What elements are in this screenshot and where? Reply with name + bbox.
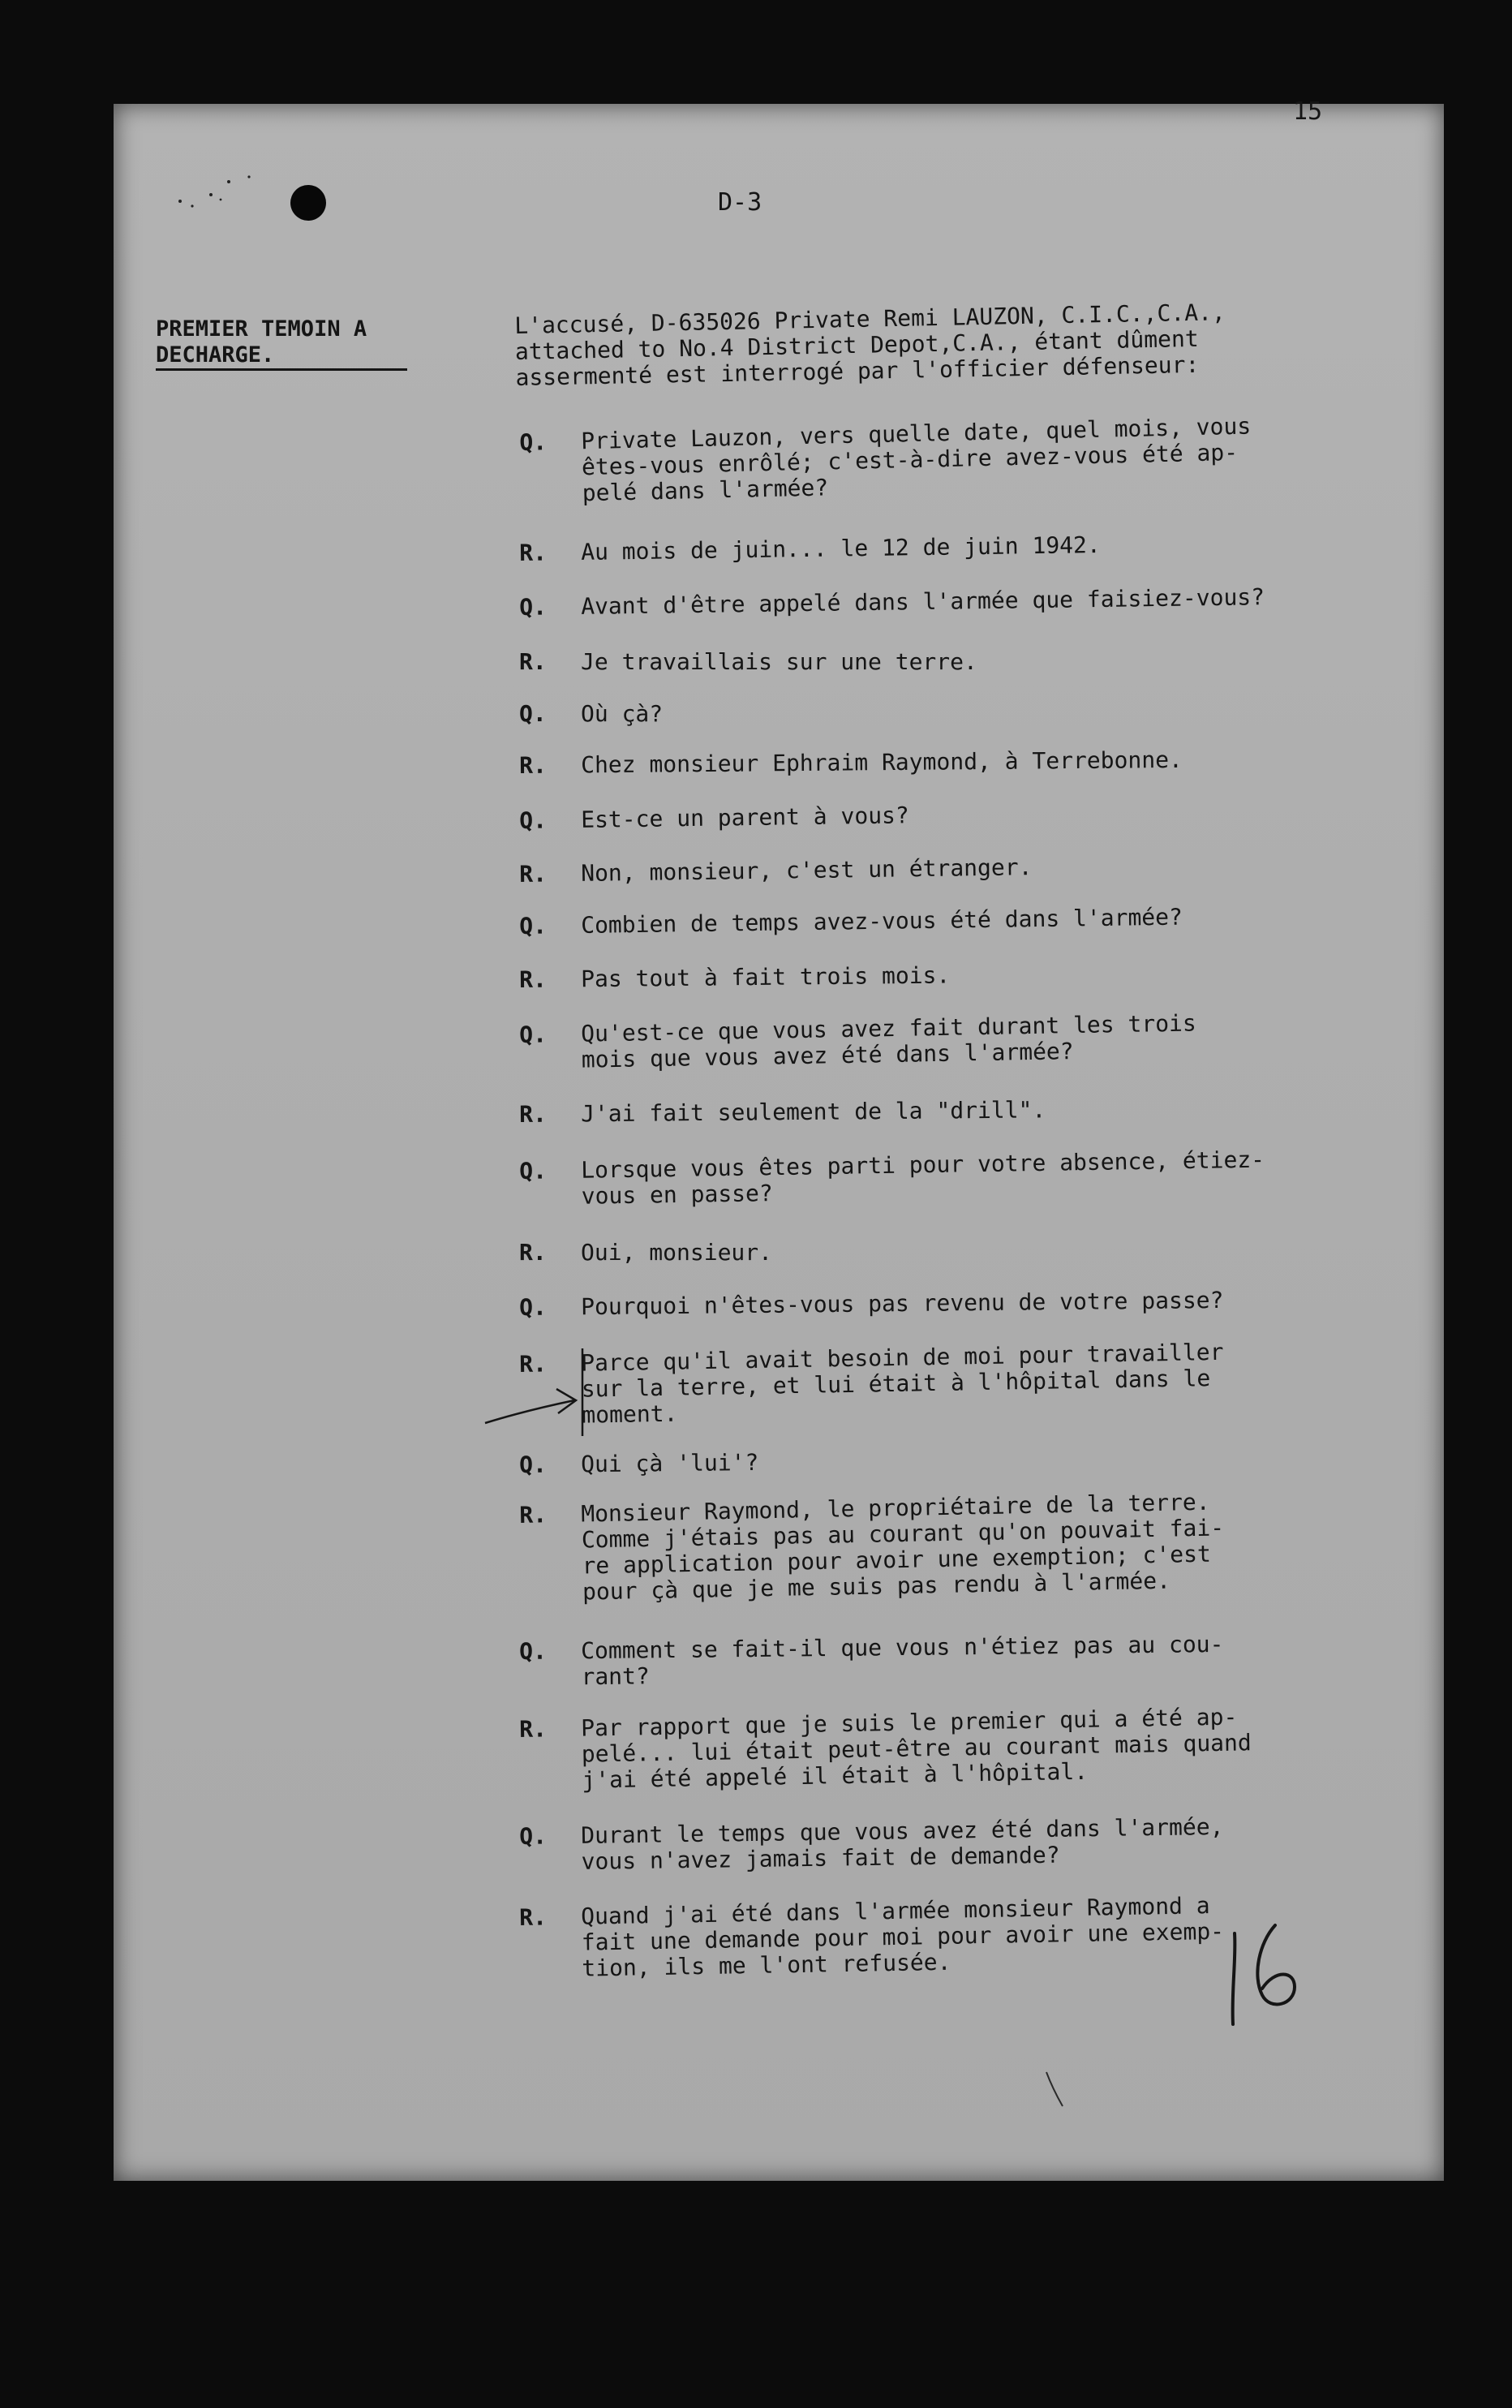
exchange-text: Lorsque vous êtes parti pour votre absence, étiez- vous en passe? bbox=[580, 1146, 1265, 1210]
handwritten-number-16 bbox=[1217, 1911, 1314, 2032]
exchange-tag: Q. bbox=[518, 593, 548, 621]
exchange-text: Qui çà 'lui'? bbox=[580, 1448, 759, 1478]
exchange-tag: Q. bbox=[518, 1822, 548, 1850]
exchange-text: Par rapport que je suis le premier qui a été ap- pelé... lui était peut-être au courant mais quand j'ai été appelé il était à l'hôpital. bbox=[580, 1703, 1252, 1794]
exchange-tag: Q. bbox=[518, 428, 548, 456]
exchange-tag: Q. bbox=[518, 1021, 548, 1048]
exchange-tag: R. bbox=[518, 1350, 548, 1378]
exchange-tag: R. bbox=[518, 860, 548, 888]
exchange-text: Non, monsieur, c'est un étranger. bbox=[580, 854, 1033, 887]
exchange-tag: Q. bbox=[518, 1637, 548, 1665]
exchange-text: Pas tout à fait trois mois. bbox=[580, 961, 951, 993]
exchange-text: Qu'est-ce que vous avez fait durant les trois mois que vous avez été dans l'armée? bbox=[580, 1009, 1197, 1073]
exchange-tag: R. bbox=[518, 1715, 548, 1743]
exchange-tag: Q. bbox=[518, 1451, 548, 1478]
exchange-text: Où çà? bbox=[581, 700, 664, 727]
exchange-tag: Q. bbox=[518, 1293, 548, 1321]
margin-arrow-mark bbox=[479, 1345, 592, 1443]
exchange-tag: R. bbox=[519, 648, 547, 675]
page-number: 15 bbox=[1293, 97, 1323, 126]
exchange-tag: Q. bbox=[518, 806, 548, 834]
exchange-text: Chez monsieur Ephraim Raymond, à Terrebonne. bbox=[580, 746, 1183, 779]
exchange-tag: R. bbox=[518, 1100, 547, 1128]
exchange-text: Je travaillais sur une terre. bbox=[581, 648, 977, 675]
exchange-text: Oui, monsieur. bbox=[581, 1239, 773, 1266]
exchange-tag: R. bbox=[519, 1239, 547, 1266]
exchange-text: Est-ce un parent à vous? bbox=[580, 802, 909, 833]
punch-hole bbox=[290, 185, 326, 221]
exchange-text: Combien de temps avez-vous été dans l'armée? bbox=[580, 903, 1183, 939]
exchange-text: Comment se fait-il que vous n'étiez pas au cou- rant? bbox=[580, 1630, 1224, 1691]
ink-smudge bbox=[1038, 2069, 1071, 2109]
exchange-tag: R. bbox=[518, 539, 548, 566]
exchange-tag: Q. bbox=[518, 912, 548, 940]
ink-specks bbox=[172, 170, 277, 211]
exchange-text: Durant le temps que vous avez été dans l'armée, vous n'avez jamais fait de demande? bbox=[580, 1812, 1224, 1875]
exchange-text: Private Lauzon, vers quelle date, quel mois, vous êtes-vous enrôlé; c'est-à-dire avez-vous été ap- pelé dans l'armée? bbox=[580, 412, 1252, 507]
section-label-line1: PREMIER TEMOIN A bbox=[156, 316, 367, 342]
section-label bbox=[156, 316, 407, 371]
intro-paragraph: L'accusé, D-635026 Private Remi LAUZON, C.I.C.,C.A., attached to No.4 District Depot,C.A., étant dûment assermenté est interrogé par l'officier défenseur: bbox=[513, 299, 1226, 391]
exchange-text: J'ai fait seulement de la "drill". bbox=[580, 1096, 1046, 1128]
exchange-tag: R. bbox=[518, 965, 548, 993]
exchange-text: Pourquoi n'êtes-vous pas revenu de votre passe? bbox=[580, 1286, 1224, 1321]
exchange-tag: R. bbox=[518, 1903, 548, 1931]
exchange-text: Au mois de juin... le 12 de juin 1942. bbox=[580, 531, 1101, 565]
exchange-text: Avant d'être appelé dans l'armée que faisiez-vous? bbox=[580, 583, 1265, 620]
exchange-text: Parce qu'il avait besoin de moi pour travailler sur la terre, et lui était à l'hôpital dans le moment. bbox=[580, 1338, 1224, 1429]
exchange-tag: R. bbox=[518, 1501, 548, 1529]
header-code: D-3 bbox=[718, 188, 762, 217]
exchange-tag: Q. bbox=[518, 1157, 548, 1185]
exchange-text: Monsieur Raymond, le propriétaire de la terre. Comme j'étais pas au courant qu'on pouvait fai- re application pour avoir une exemption; c'est pour çà que je me suis pas rendu à l'armée. bbox=[580, 1488, 1225, 1606]
section-label-line2: DECHARGE. bbox=[156, 342, 407, 371]
exchange-text: Quand j'ai été dans l'armée monsieur Raymond a fait une demande pour moi pour avoir une exemp- tion, ils me l'ont refusée. bbox=[580, 1892, 1225, 1982]
exchange-tag: Q. bbox=[519, 700, 547, 727]
exchange-tag: R. bbox=[518, 751, 547, 779]
